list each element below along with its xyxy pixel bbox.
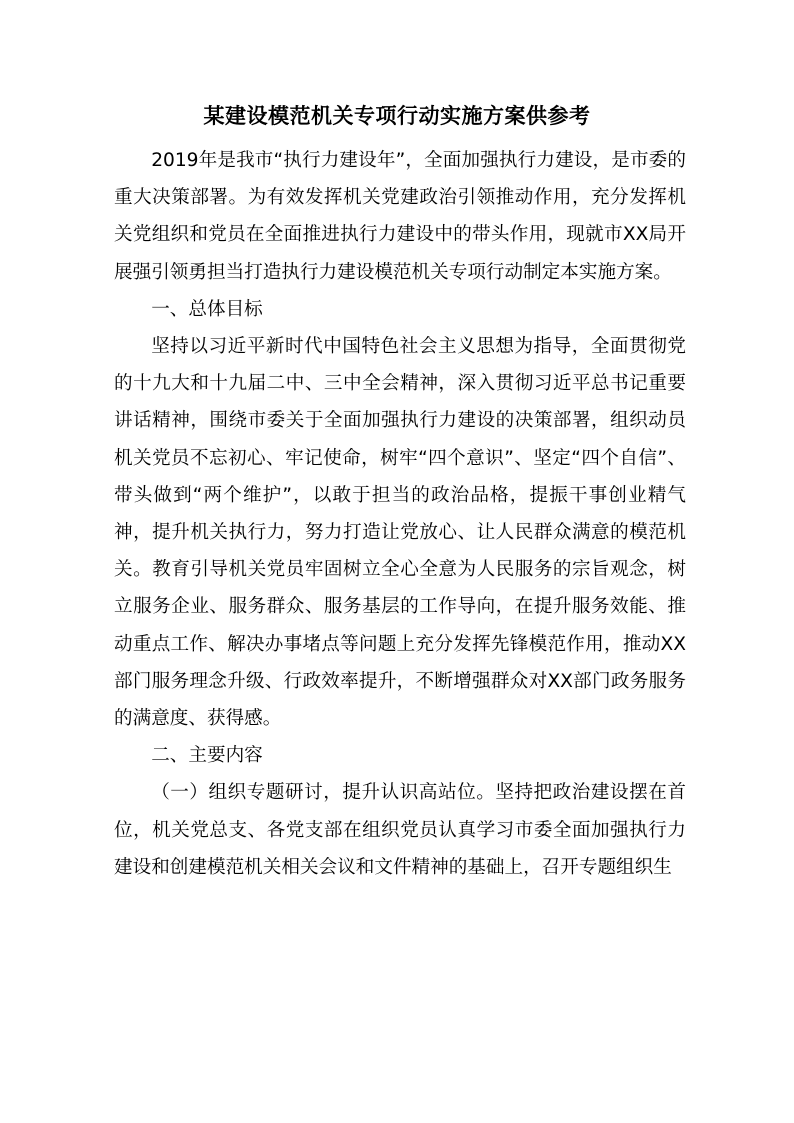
document-body	[114, 142, 686, 886]
overall-goal-paragraph: 坚持以习近平新时代中国特色社会主义思想为指导，全面贯彻党的十九大和十九届二中、三中全会精神，深入贯彻习近平总书记重要讲话精神，围绕市委关于全面加强执行力建设的决策部署，组织动员机关党员不忘初心、牢记使命，树牢“四个意识”、坚定“四个自信”、带头做到“两个维护”，以敢于担当的政治品格，提振干事创业精气神，提升机关执行力，努力打造让党放心、让人民群众满意的模范机关。教育引导机关党员牢固树立全心全意为人民服务的宗旨观念，树立服务企业、服务群众、服务基层的工作导向，在提升服务效能、推动重点工作、解决办事堵点等问题上充分发挥先锋模范作用，推动XX部门服务理念升级、行政效率提升，不断增强群众对XX部门政务服务的满意度、获得感。	[114, 336, 686, 730]
intro-paragraph: 2019年是我市“执行力建设年”，全面加强执行力建设，是市委的重大决策部署。为有效发挥机关党建政治引领推动作用，充分发挥机关党组织和党员在全面推进执行力建设中的带头作用，现就市XX局开展强引领勇担当打造执行力建设模范机关专项行动制定本实施方案。	[114, 150, 686, 283]
main-content-paragraph: （一）组织专题研讨，提升认识高站位。坚持把政治建设摆在首位，机关党总支、各党支部在组织党员认真学习市委全面加强执行力建设和创建模范机关相关会议和文件精神的基础上，召开专题组织生	[114, 782, 686, 878]
section-heading-overall-goal: 一、总体目标	[151, 298, 263, 320]
document-title: 某建设模范机关专项行动实施方案供参考	[203, 103, 591, 128]
section-heading-main-content: 二、主要内容	[151, 745, 263, 767]
